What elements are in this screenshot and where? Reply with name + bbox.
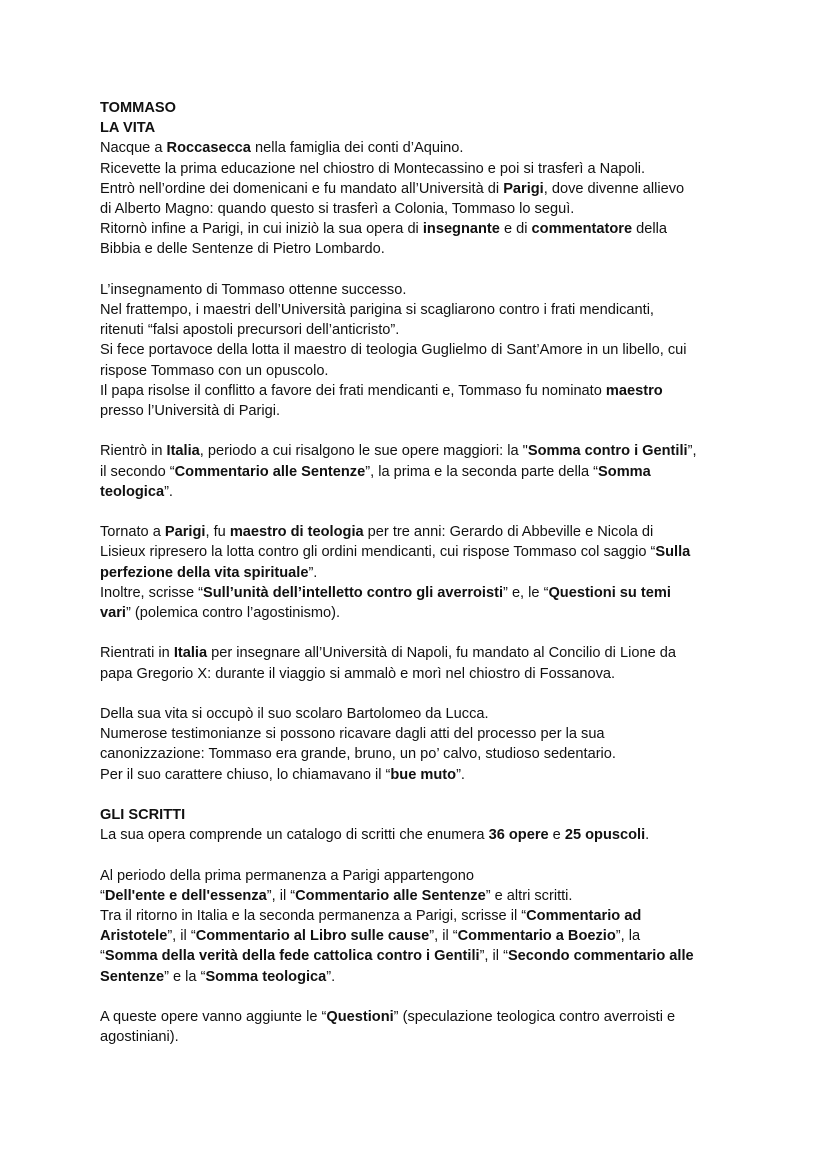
text-run: Tornato a bbox=[100, 524, 165, 541]
bold-text: 36 opere bbox=[488, 827, 549, 844]
bold-text: Somma teologica bbox=[205, 968, 327, 985]
paragraph-gap bbox=[100, 845, 760, 865]
text-run: Bibbia e delle Sentenze di Pietro Lombardo. bbox=[100, 241, 385, 258]
text-line bbox=[100, 179, 760, 199]
bold-text: Italia bbox=[173, 645, 208, 662]
text-line bbox=[100, 361, 760, 381]
bold-text: Italia bbox=[166, 443, 200, 460]
text-run: , fu bbox=[205, 524, 230, 541]
text-run: Rientrò in bbox=[100, 443, 167, 460]
text-line bbox=[100, 583, 760, 603]
text-run: A queste opere vanno aggiunte le “ bbox=[100, 1009, 327, 1026]
text-run: ”, il “ bbox=[479, 948, 508, 965]
bold-text: Commentario alle Sentenze bbox=[174, 463, 366, 480]
text-run: canonizzazione: Tommaso era grande, bruno, un po’ calvo, studioso sedentario. bbox=[100, 746, 616, 763]
paragraph-gap bbox=[100, 987, 760, 1007]
text-run: Rientrati in bbox=[100, 645, 174, 662]
bold-text: perfezione della vita spirituale bbox=[100, 564, 309, 581]
text-line bbox=[100, 199, 760, 219]
text-run: ” (speculazione teologica contro averroisti e bbox=[393, 1009, 676, 1026]
bold-text: Roccasecca bbox=[166, 140, 251, 157]
text-run: ”, bbox=[687, 443, 697, 460]
text-run: papa Gregorio X: durante il viaggio si ammalò e morì nel chiostro di Fossanova. bbox=[100, 665, 616, 682]
section-vita-body bbox=[100, 138, 760, 784]
text-run: ”, la prima e la seconda parte della “ bbox=[365, 463, 599, 480]
bold-text: Parigi bbox=[503, 180, 544, 197]
text-run: Per il suo carattere chiuso, lo chiamavano il “ bbox=[100, 766, 391, 783]
text-run: Ritornò infine a Parigi, in cui iniziò la sua opera di bbox=[100, 221, 423, 238]
text-run: ”. bbox=[164, 483, 173, 500]
bold-text: Commentario ad bbox=[526, 908, 642, 925]
bold-text: insegnante bbox=[422, 221, 500, 238]
text-line bbox=[100, 1007, 760, 1027]
text-run: per tre anni: Gerardo di Abbeville e Nicola di bbox=[363, 524, 654, 541]
text-run: di Alberto Magno: quando questo si trasferì a Colonia, Tommaso lo seguì. bbox=[100, 201, 575, 218]
text-run: . bbox=[645, 827, 650, 844]
text-line bbox=[100, 765, 760, 785]
text-run: e di bbox=[499, 221, 532, 238]
text-run: “ bbox=[100, 948, 105, 965]
bold-text: maestro di teologia bbox=[229, 524, 364, 541]
text-run: La sua opera comprende un catalogo di scritti che enumera bbox=[100, 827, 489, 844]
text-run: ”. bbox=[308, 564, 318, 581]
text-run: ritenuti “falsi apostoli precursori dell’anticristo”. bbox=[100, 322, 400, 339]
text-line bbox=[100, 825, 760, 845]
text-line bbox=[100, 946, 760, 966]
text-line bbox=[100, 138, 760, 158]
document-title: TOMMASO bbox=[100, 100, 176, 116]
text-run: ”. bbox=[456, 766, 465, 783]
text-run: Al periodo della prima permanenza a Parigi appartengono bbox=[100, 867, 475, 884]
text-line bbox=[100, 340, 760, 360]
text-run: della bbox=[632, 221, 667, 238]
text-line bbox=[100, 724, 760, 744]
text-line bbox=[100, 320, 760, 340]
text-line bbox=[100, 462, 760, 482]
text-run: , periodo a cui risalgono le sue opere maggiori: la " bbox=[199, 443, 528, 460]
text-run: ” e altri scritti. bbox=[485, 887, 573, 904]
bold-text: teologica bbox=[100, 483, 165, 500]
text-run: ” e la “ bbox=[164, 968, 206, 985]
text-run: per insegnare all’Università di Napoli, fu mandato al Concilio di Lione da bbox=[207, 645, 676, 662]
text-run: Numerose testimonianze si possono ricavare dagli atti del processo per la sua bbox=[100, 726, 605, 743]
text-line bbox=[100, 381, 760, 401]
bold-text: Questioni bbox=[326, 1009, 394, 1026]
text-line bbox=[100, 744, 760, 764]
bold-text: commentatore bbox=[531, 221, 633, 238]
text-run: Il papa risolse il conflitto a favore dei frati mendicanti e, Tommaso fu nominato bbox=[100, 382, 606, 399]
text-run: e bbox=[548, 827, 565, 844]
bold-text: Secondo commentario alle bbox=[507, 948, 694, 965]
bold-text: Somma della verità della fede cattolica contro i Gentili bbox=[104, 948, 480, 965]
bold-text: Commentario alle Sentenze bbox=[295, 887, 486, 904]
text-run: Nacque a bbox=[100, 140, 167, 157]
paragraph-gap bbox=[100, 684, 760, 704]
bold-text: Sulla bbox=[655, 544, 691, 561]
bold-text: bue muto bbox=[390, 766, 457, 783]
paragraph-gap bbox=[100, 260, 760, 280]
bold-text: Somma contro i Gentili bbox=[527, 443, 688, 460]
paragraph-gap bbox=[100, 785, 760, 805]
paragraph-gap bbox=[100, 623, 760, 643]
text-run: ”, la bbox=[615, 928, 641, 945]
text-line bbox=[100, 906, 760, 926]
bold-text: Questioni su temi bbox=[548, 584, 671, 601]
section-heading-scritti: GLI SCRITTI bbox=[100, 807, 186, 824]
text-line bbox=[100, 643, 760, 663]
text-line bbox=[100, 441, 760, 461]
text-line bbox=[100, 401, 760, 421]
text-run: ” e, le “ bbox=[503, 584, 549, 601]
text-line bbox=[100, 603, 760, 623]
text-run: presso l’Università di Parigi. bbox=[100, 403, 281, 420]
text-run: Entrò nell’ordine dei domenicani e fu mandato all’Università di bbox=[100, 180, 504, 197]
text-line bbox=[100, 280, 760, 300]
text-line bbox=[100, 967, 760, 987]
text-run: Nel frattempo, i maestri dell’Università parigina si scagliarono contro i frati mendicanti, bbox=[100, 302, 654, 319]
text-line bbox=[100, 522, 760, 542]
text-line bbox=[100, 866, 760, 886]
text-line bbox=[100, 239, 760, 259]
paragraph-gap bbox=[100, 502, 760, 522]
text-run: Tra il ritorno in Italia e la seconda permanenza a Parigi, scrisse il “ bbox=[100, 908, 527, 925]
text-run: Inoltre, scrisse “ bbox=[100, 584, 203, 601]
bold-text: maestro bbox=[605, 382, 663, 399]
text-line bbox=[100, 159, 760, 179]
text-run: agostiniani). bbox=[100, 1029, 179, 1046]
bold-text: Sull’unità dell’intelletto contro gli averroisti bbox=[203, 584, 504, 601]
text-run: ”, il “ bbox=[266, 887, 296, 904]
text-run: rispose Tommaso con un opuscolo. bbox=[100, 362, 329, 379]
bold-text: Dell'ente e dell'essenza bbox=[104, 887, 267, 904]
text-run: “ bbox=[100, 887, 105, 904]
text-line bbox=[100, 926, 760, 946]
bold-text: Commentario a Boezio bbox=[457, 928, 616, 945]
text-run: Ricevette la prima educazione nel chiostro di Montecassino e poi si trasferì a Napoli. bbox=[100, 160, 646, 177]
text-run: Si fece portavoce della lotta il maestro di teologia Guglielmo di Sant’Amore in un libello, cui bbox=[100, 342, 687, 359]
paragraph-gap bbox=[100, 421, 760, 441]
text-run: il secondo “ bbox=[100, 463, 175, 480]
bold-text: Somma bbox=[598, 463, 651, 480]
text-run: , dove divenne allievo bbox=[543, 180, 685, 197]
bold-text: Parigi bbox=[164, 524, 206, 541]
bold-text: vari bbox=[100, 605, 126, 622]
text-line bbox=[100, 704, 760, 724]
document-page bbox=[100, 98, 760, 1047]
text-line bbox=[100, 300, 760, 320]
section-scritti-body bbox=[100, 825, 760, 1047]
text-run: ”. bbox=[326, 968, 336, 985]
text-line bbox=[100, 563, 760, 583]
text-run: ”, il “ bbox=[167, 928, 196, 945]
text-line bbox=[100, 664, 760, 684]
text-line bbox=[100, 482, 760, 502]
text-run: ”, il “ bbox=[429, 928, 458, 945]
text-run: Della sua vita si occupò il suo scolaro Bartolomeo da Lucca. bbox=[100, 706, 489, 723]
bold-text: Sentenze bbox=[100, 968, 165, 985]
text-line bbox=[100, 219, 760, 239]
text-run: Lisieux ripresero la lotta contro gli ordini mendicanti, cui rispose Tommaso col saggio “ bbox=[100, 544, 656, 561]
text-run: ” (polemica contro l’agostinismo). bbox=[125, 605, 341, 622]
text-line bbox=[100, 542, 760, 562]
text-line bbox=[100, 886, 760, 906]
text-run: L’insegnamento di Tommaso ottenne successo. bbox=[100, 281, 407, 298]
text-line bbox=[100, 1027, 760, 1047]
bold-text: 25 opuscoli bbox=[564, 827, 646, 844]
bold-text: Commentario al Libro sulle cause bbox=[195, 928, 430, 945]
text-run: nella famiglia dei conti d’Aquino. bbox=[250, 140, 464, 157]
section-heading-vita: LA VITA bbox=[100, 120, 156, 137]
bold-text: Aristotele bbox=[100, 928, 168, 945]
